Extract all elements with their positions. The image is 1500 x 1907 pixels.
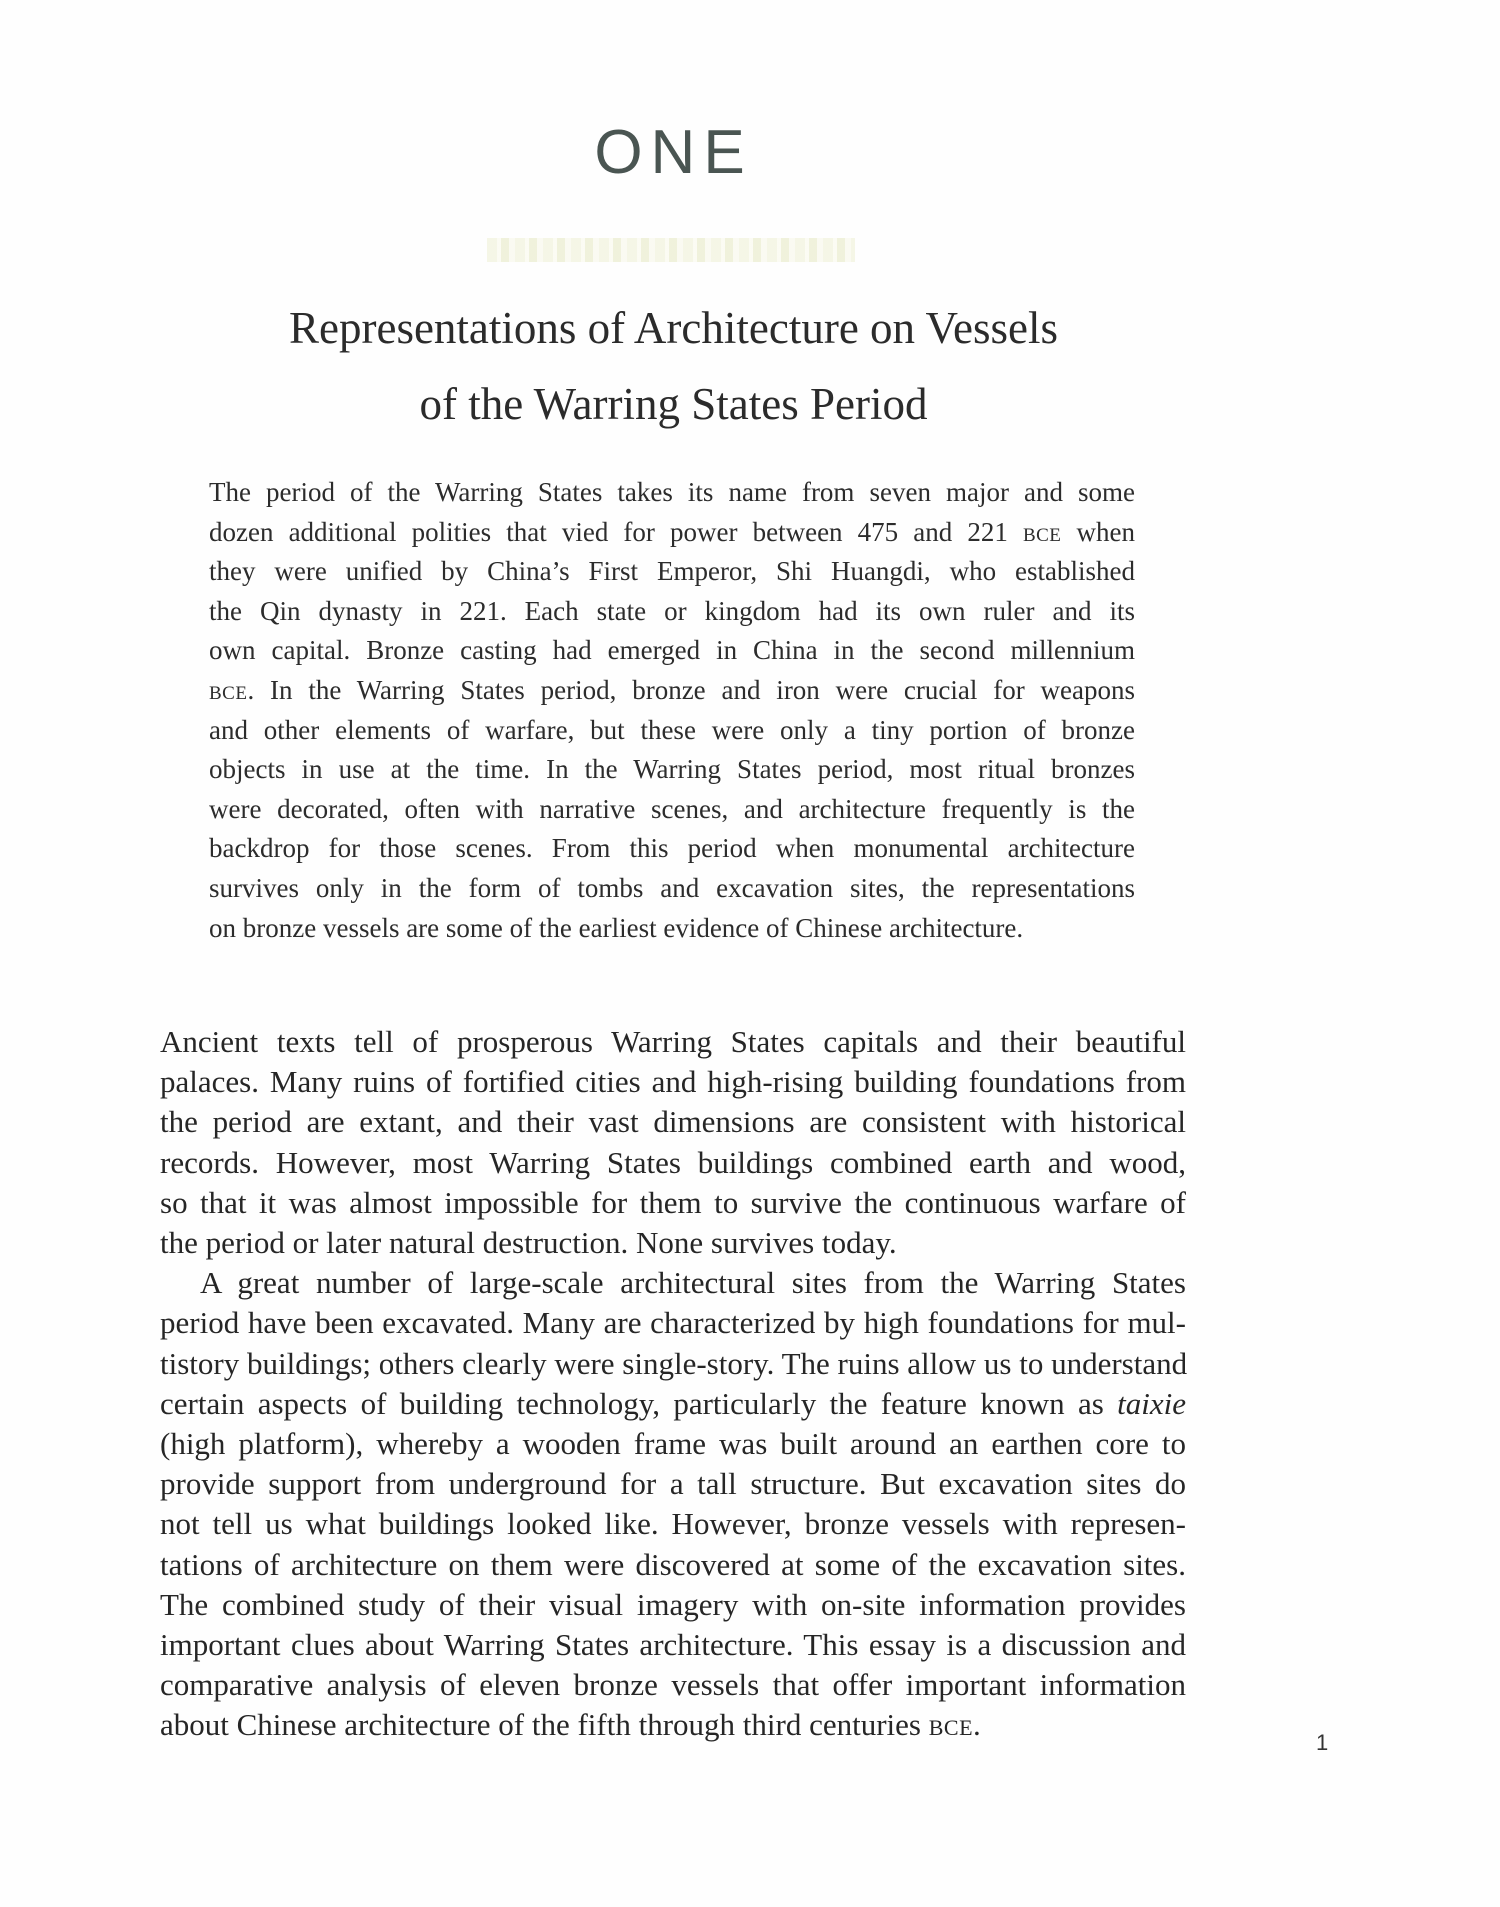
body-text-segment: about Chinese architecture of the fifth through third centuries — [160, 1707, 929, 1743]
body-line: period have been excavated. Many are characterized by high foundations for mul- — [160, 1305, 1186, 1341]
body-text — [160, 1022, 1186, 1746]
era-abbreviation: bce — [928, 1707, 974, 1743]
body-line: records. However, most Warring States buildings combined earth and wood, — [160, 1144, 1186, 1180]
body-line: palaces. Many ruins of fortified cities and high-rising building foundations from — [160, 1064, 1186, 1100]
chapter-number: ONE — [594, 118, 753, 187]
abstract-line: they were unified by China’s First Emperor, Shi Huangdi, who established — [209, 556, 1135, 587]
abstract-text: dozen additional polities that vied for power between 475 and 221 — [209, 516, 1023, 547]
body-paragraph-1 — [160, 1022, 1186, 1263]
body-line — [160, 1705, 1186, 1745]
era-abbreviation: bce — [1022, 516, 1062, 547]
era-abbreviation: bce — [209, 674, 248, 705]
abstract-line: on bronze vessels are some of the earliest evidence of Chinese architecture. — [209, 912, 1024, 943]
abstract-line: were decorated, often with narrative scenes, and architecture frequently is the — [209, 793, 1135, 824]
abstract-text: when — [1061, 516, 1135, 547]
abstract-line: objects in use at the time. In the Warring States period, most ritual bronzes — [209, 754, 1135, 785]
body-line: comparative analysis of eleven bronze vessels that offer important information — [160, 1667, 1186, 1703]
chapter-ornament-band — [487, 238, 855, 262]
abstract-line: backdrop for those scenes. From this period when monumental architecture — [209, 833, 1135, 864]
body-paragraph-2 — [160, 1263, 1186, 1745]
abstract-line: survives only in the form of tombs and excavation sites, the representations — [209, 872, 1135, 903]
body-text-segment: . — [973, 1707, 981, 1743]
abstract-line: The period of the Warring States takes its name from seven major and some — [209, 477, 1135, 507]
abstract-line: own capital. Bronze casting had emerged in China in the second millennium — [209, 635, 1135, 666]
chapter-title-line-2: of the Warring States Period — [419, 379, 928, 429]
page-number: 1 — [1316, 1730, 1329, 1755]
body-line: not tell us what buildings looked like. However, bronze vessels with represen- — [160, 1506, 1186, 1542]
body-line: the period are extant, and their vast dimensions are consistent with historical — [160, 1104, 1186, 1140]
body-line — [160, 1384, 1186, 1424]
body-text-segment: certain aspects of building technology, particularly the feature known as — [160, 1385, 1118, 1421]
abstract-text: . In the Warring States period, bronze and iron were crucial for weapons — [247, 674, 1135, 705]
body-line: tistory buildings; others clearly were single-story. The ruins allow us to understand — [160, 1345, 1188, 1381]
chapter-title-line-1: Representations of Architecture on Vessels — [289, 303, 1058, 353]
body-line: the period or later natural destruction. None survives today. — [160, 1225, 897, 1261]
chapter-title — [0, 290, 1347, 442]
body-line: The combined study of their visual imagery with on-site information provides — [160, 1586, 1186, 1622]
chapter-abstract — [209, 473, 1135, 948]
body-line: tations of architecture on them were discovered at some of the excavation sites. — [160, 1546, 1186, 1582]
body-line: A great number of large-scale architectural sites from the Warring States — [200, 1265, 1186, 1301]
body-line: Ancient texts tell of prosperous Warring States capitals and their beautiful — [160, 1024, 1186, 1059]
body-line: (high platform), whereby a wooden frame was built around an earthen core to — [160, 1426, 1186, 1462]
abstract-line: the Qin dynasty in 221. Each state or kingdom had its own ruler and its — [209, 595, 1135, 626]
abstract-line — [209, 671, 1135, 711]
italic-term: taixie — [1117, 1385, 1186, 1421]
body-line: so that it was almost impossible for them to survive the continuous warfare of — [160, 1184, 1186, 1220]
body-line: important clues about Warring States architecture. This essay is a discussion and — [160, 1627, 1186, 1663]
abstract-line: and other elements of warfare, but these were only a tiny portion of bronze — [209, 714, 1135, 745]
abstract-line — [209, 513, 1135, 553]
body-line: provide support from underground for a tall structure. But excavation sites do — [160, 1466, 1186, 1502]
